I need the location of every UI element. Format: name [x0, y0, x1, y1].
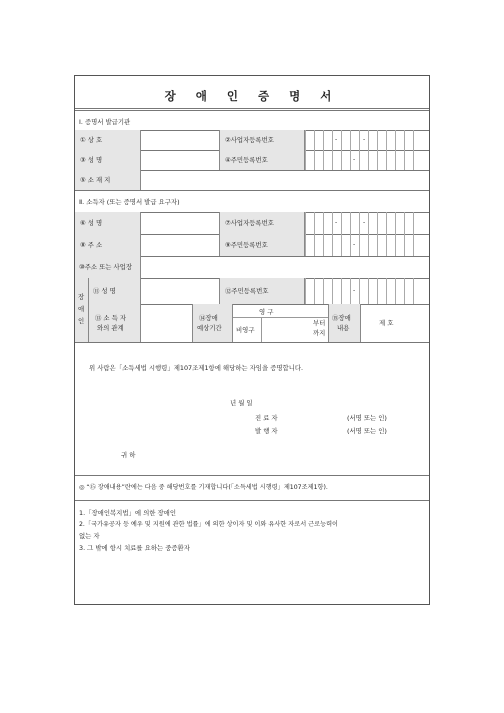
content-label-2: 내용: [337, 324, 350, 332]
earner-workplace-field[interactable]: [141, 256, 429, 278]
earner-name-label: ⑥ 성 명: [80, 219, 103, 227]
form-title: 장 애 인 증 명 서: [164, 89, 340, 103]
disabled-rrn-boxes[interactable]: [305, 278, 429, 304]
issuer-rrn-label: ④주민등록번호: [225, 156, 268, 164]
side-label-2: 애: [78, 305, 85, 313]
earner-bizno-dash-1: -: [335, 219, 338, 226]
earner-bizno-dash-2: -: [363, 219, 366, 226]
bizno-dash-2: -: [363, 136, 366, 143]
relation-field[interactable]: [141, 304, 193, 342]
rrn-dash-1: -: [353, 156, 356, 163]
issuer-row-2: [75, 150, 429, 170]
earner-row-3: [75, 256, 429, 278]
earner-row-2: [75, 234, 429, 256]
earner-row-1: [75, 212, 429, 234]
content-value[interactable]: 제 호: [379, 319, 394, 327]
notes-item-1: 1.「장애인복지법」에 의한 장애인: [79, 509, 177, 517]
earner-rrn-label: ⑨주민등록번호: [225, 241, 268, 249]
permanent-option[interactable]: 영 구: [259, 308, 274, 316]
period-to-label: 까지: [313, 329, 326, 337]
earner-workplace-label: ⑩주소 또는 사업장: [79, 263, 133, 271]
section2-heading: Ⅱ. 소득자 (또는 증명서 발급 요구자): [79, 198, 180, 206]
side-label-3: 인: [78, 317, 85, 325]
earner-rrn-boxes[interactable]: [305, 234, 429, 256]
issuer-row-3: [75, 170, 429, 190]
earner-bizno-boxes[interactable]: [305, 212, 429, 234]
earner-bizno-label: ⑦사업자등록번호: [225, 219, 274, 227]
recipient-label: 귀 하: [121, 451, 136, 459]
issuer-name-label: ③ 성 명: [80, 156, 103, 164]
earner-rrn-dash-1: -: [353, 241, 356, 248]
notes-item-3: 3. 그 밖에 항시 치료를 요하는 중증환자: [79, 544, 190, 552]
certificate-form: [74, 75, 430, 605]
issuer-address-label: ⑤ 소 재 지: [80, 176, 111, 184]
certify-statement: 위 사람은「소득세법 시행령」제107조제1항에 해당하는 자임을 증명합니다.: [89, 364, 304, 372]
earner-name-field[interactable]: [141, 212, 220, 234]
relation-label-1: ⑬ 소 득 자: [95, 314, 127, 322]
earner-address-field[interactable]: [141, 234, 220, 256]
side-label-1: 장: [78, 293, 85, 301]
disabled-name-label: ⑪ 성 명: [93, 287, 116, 295]
content-label-1: ⑮장애: [332, 314, 351, 322]
notes-header: ◎ “⑮ 장애내용”란에는 다음 중 해당번호를 기재합니다(「소득세법 시행령」제107조제1항).: [79, 484, 328, 491]
issuer-row-1: [75, 130, 429, 150]
bizno-dash-1: -: [335, 136, 338, 143]
notes-item-2b: 없는 자: [79, 532, 100, 540]
period-label-1: ⑭장애: [199, 314, 218, 322]
period-label-2: 예상기간: [197, 324, 222, 332]
relation-label-2: 와의 관계: [97, 324, 124, 332]
earner-address-label: ⑧ 주 소: [80, 241, 103, 249]
issuer-bizno-boxes[interactable]: [305, 130, 429, 150]
nonpermanent-option[interactable]: 비영구: [236, 326, 255, 334]
issuer-company-label: ① 상 호: [80, 136, 103, 144]
disabled-person-block: [75, 278, 429, 342]
period-from-label: 부터: [313, 319, 326, 327]
notes-item-2a: 2.「국가유공자 등 예우 및 지원에 관한 법률」에 의한 상이자 및 이와 유사한 자로서 근로능력이: [79, 521, 339, 528]
disabled-name-field[interactable]: [141, 278, 220, 304]
issuer-label: 발 행 자: [255, 427, 278, 435]
doctor-label: 진 료 자: [255, 414, 278, 422]
issuer-company-field[interactable]: [141, 130, 220, 150]
disabled-rrn-dash: -: [353, 287, 356, 294]
issuer-signature[interactable]: (서명 또는 인): [347, 427, 387, 435]
issuer-rrn-boxes[interactable]: [305, 150, 429, 170]
doctor-signature[interactable]: (서명 또는 인): [347, 414, 387, 422]
issuer-name-field[interactable]: [141, 150, 220, 170]
certify-date[interactable]: 년 월 일: [230, 399, 253, 407]
issuer-address-field[interactable]: [141, 170, 429, 190]
section1-heading: Ⅰ. 증명서 발급기관: [79, 118, 131, 126]
issuer-bizno-label: ②사업자등록번호: [225, 136, 274, 144]
disabled-rrn-label: ⑫주민등록번호: [225, 287, 269, 295]
